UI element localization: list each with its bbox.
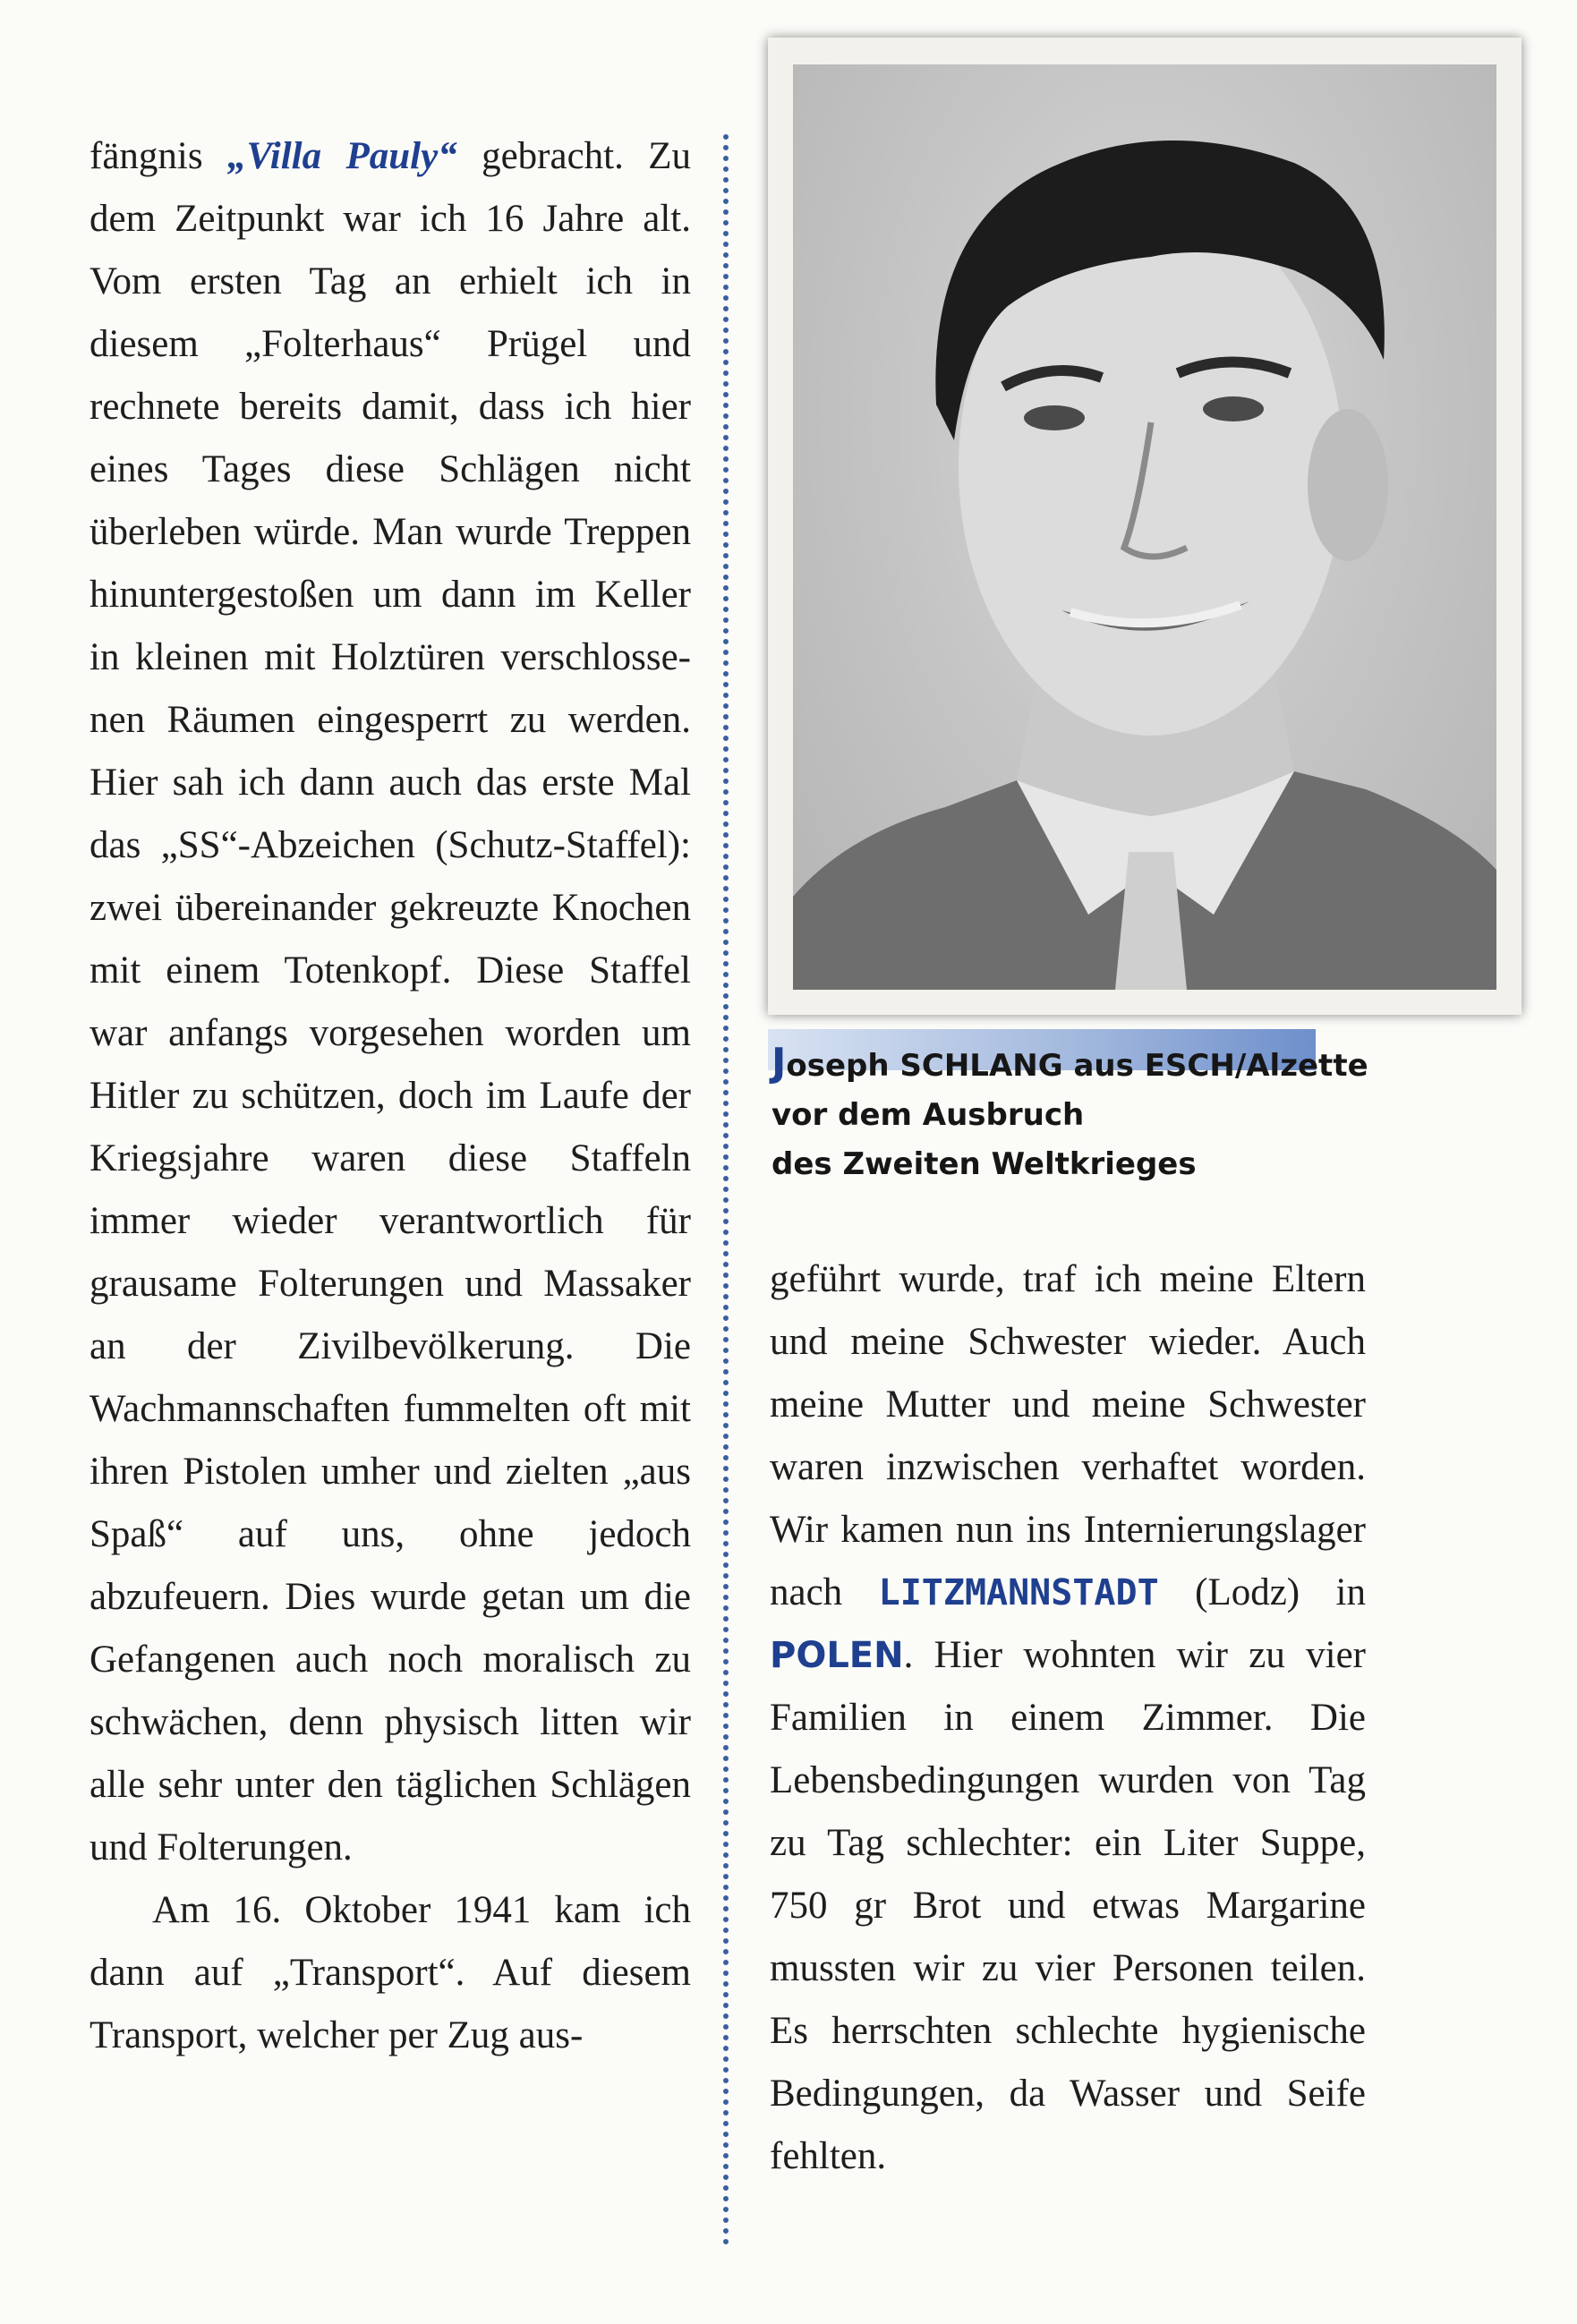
paragraph-text: (Lodz) in [1158,1571,1366,1613]
paragraph-text: fängnis [90,135,227,177]
portrait-illustration [793,64,1496,990]
caption-line-2: vor dem Ausbruch [771,1097,1085,1133]
paragraph-text: gebracht. Zu dem Zeitpunkt war ich 16 Jahre alt. Vom ersten Tag an erhielt ich in diesem „Folterhaus“ Prügel und rechnete bereits damit, dass ich hier eines Tages diese Schlägen nicht überleben würde. Man wurde Treppen hinuntergestoßen um dann im Keller in kleinen mit Holztüren verschlossenen Räumen eingesperrt zu werden. Hier sah ich dann auch das erste Mal das „SS“-Abzeichen (Schutz-Staffel): zwei übereinander gekreuzte Knochen mit einem Totenkopf. Diese Staffel war anfangs vorgesehen worden um Hitler zu schützen, doch im Laufe der Kriegsjahre waren diese Staffeln immer wieder verantwortlich für grausame Folterungen und Massaker an der Zivilbevölkerung. Die Wachmannschaften fummelten oft mit ihren Pistolen umher und zielten „aus Spaß“ auf uns, ohne jedoch abzufeuern. Dies wurde getan um die Gefangenen auch noch moralisch zu schwächen, denn physisch litten wir alle sehr unter den täglichen Schlägen und Folterungen. [90,135,691,1869]
caption-line-3: des Zweiten Weltkrieges [771,1146,1197,1182]
photo-caption [771,1038,1452,1189]
right-text-column [770,1248,1366,2188]
villa-pauly-highlight: „Villa Pauly“ [226,135,457,177]
place-litzmannstadt: LITZMANNSTADT [878,1572,1159,1613]
caption-line-1 [771,1038,1452,1091]
place-polen: POLEN [770,1635,904,1676]
caption-initial: J [771,1040,787,1085]
right-paragraph [770,1248,1366,2188]
left-paragraph-2: Am 16. Oktober 1941 kam ich dann auf „Transport“. Auf diesem Transport, welcher per Zug aus- [90,1889,691,2056]
left-text-column [90,125,691,2067]
portrait-photo-frame [768,38,1522,1015]
paragraph-text: geführt wurde, traf ich meine Eltern und meine Schwester wieder. Auch meine Mutter und meine Schwester waren inzwischen verhaftet worden. Wir kamen nun ins Internierungslager nach [770,1258,1366,1613]
left-paragraph-1 [90,125,691,1879]
column-divider [723,134,729,2246]
portrait-photo [793,64,1496,990]
paragraph-text: . Hier wohnten wir zu vier Familien in einem Zimmer. Die Lebensbedingungen wurden von Tag zu Tag schlechter: ein Liter Suppe, 750 gr Brot und etwas Margarine mussten wir zu vier Personen teilen. Es herrschten schlechte hygienische Bedingungen, da Wasser und Seife fehlten. [770,1634,1366,2177]
caption-line-1-text: oseph SCHLANG aus ESCH/Alzette [786,1048,1368,1084]
